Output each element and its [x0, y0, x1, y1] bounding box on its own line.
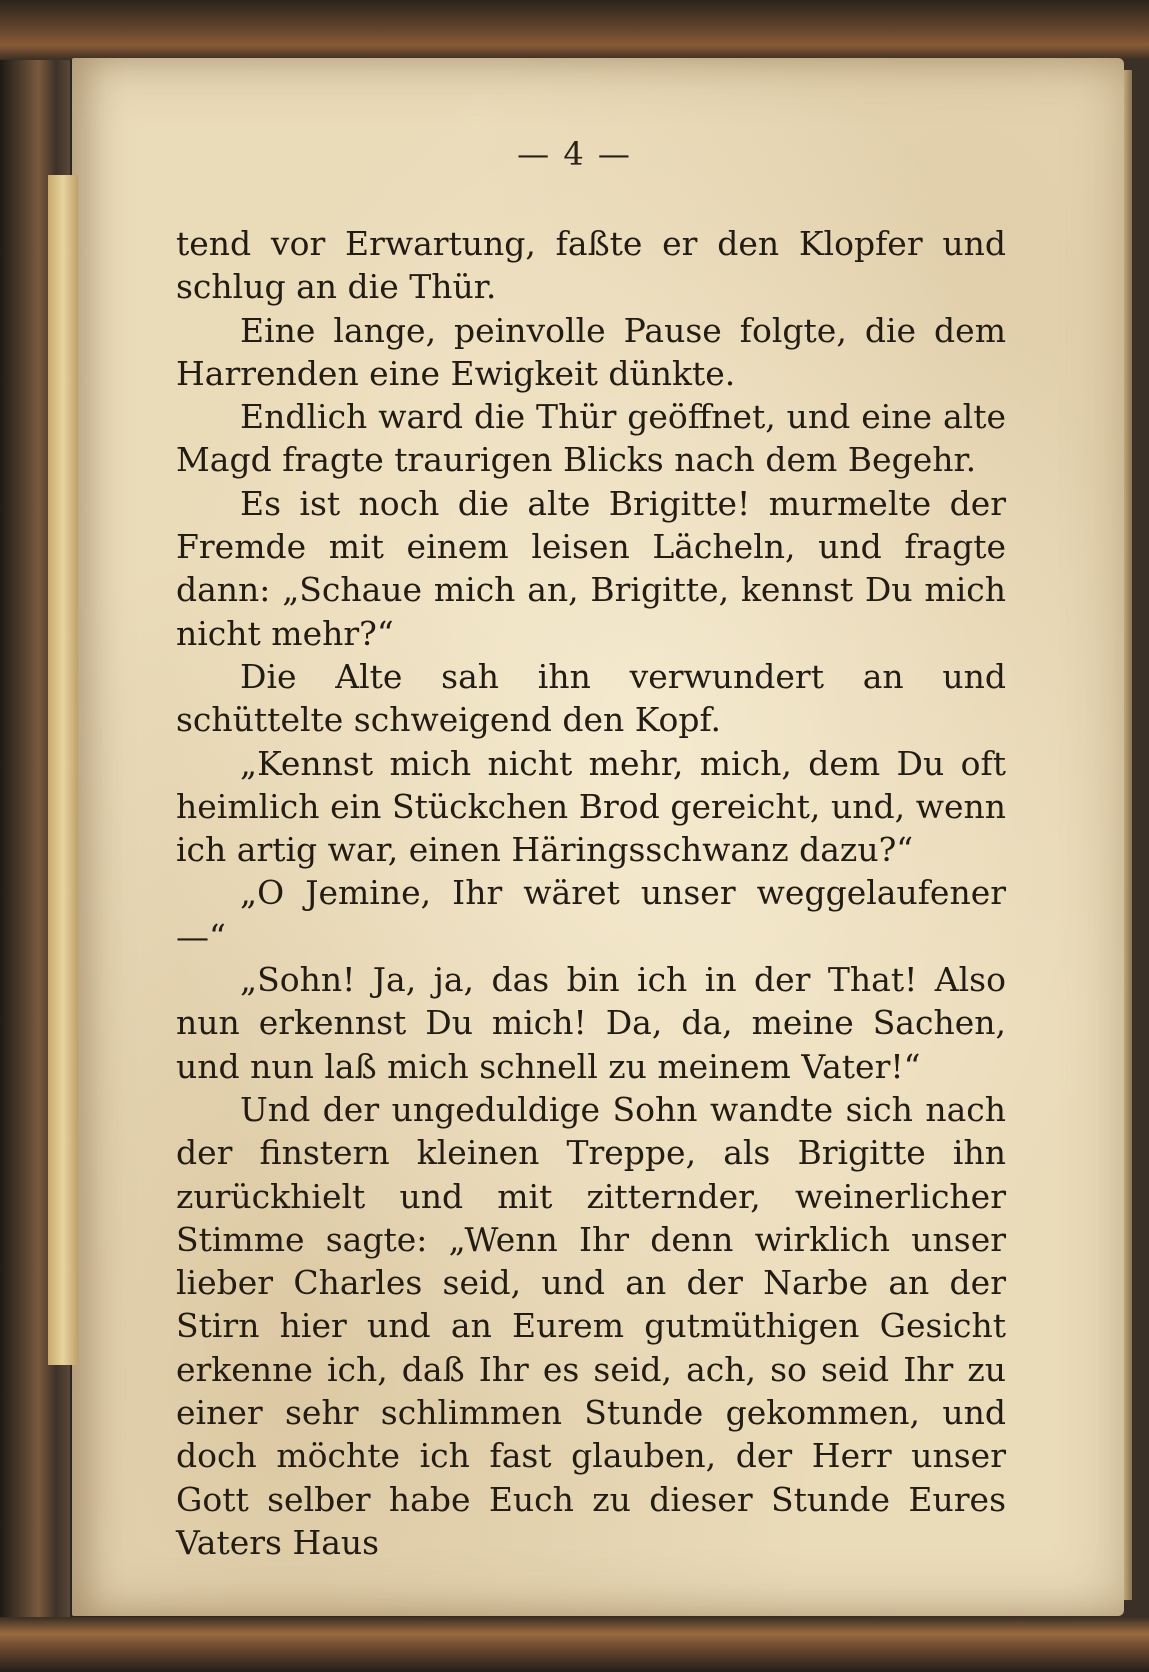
paragraph: Es ist noch die alte Brigitte! murmelte der Fremde mit einem leisen Lächeln, und fragte dann: „Schaue mich an, Brigitte, kennst Du mich nicht mehr?“ [176, 483, 1006, 653]
paragraph: „O Jemine, Ihr wäret unser weggelaufener —“ [176, 873, 1006, 956]
paragraph: „Sohn! Ja, ja, das bin ich in der That! Also nun erkennst Du mich! Da, da, meine Sachen, und nun laß mich schnell zu meinem Vater!“ [176, 960, 1006, 1086]
page-number: — 4 — [517, 135, 632, 173]
paragraph: „Kennst mich nicht mehr, mich, dem Du oft heimlich ein Stückchen Brod gereicht, und, wenn ich artig war, einen Häringsschwanz dazu?“ [176, 743, 1006, 870]
paragraph: tend vor Erwartung, faßte er den Klopfer und schlug an die Thür. [176, 224, 1006, 307]
body-text [176, 222, 1006, 1564]
page-fore-edge-strip [48, 175, 78, 1365]
paragraph: Und der ungeduldige Sohn wandte sich nach der finstern kleinen Treppe, als Brigitte ihn zurückhielt und mit zitternder, weinerlicher Stimme sagte: „Wenn Ihr denn wirklich unser lieber Charles seid, und an der Narbe an der Stirn hier und an Eurem gutmüthigen Gesicht erkenne ich, daß Ihr es seid, ach, so seid Ihr zu einer sehr schlimmen Stunde gekommen, und doch möchte ich fast glauben, der Herr unser Gott selber habe Euch zu dieser Stunde Eures Vaters Haus [176, 1089, 1006, 1562]
paragraph: Eine lange, peinvolle Pause folgte, die dem Harrenden eine Ewigkeit dünkte. [176, 310, 1006, 393]
paragraph: Die Alte sah ihn verwundert an und schüttelte schweigend den Kopf. [176, 656, 1006, 740]
cover-edge-top [0, 0, 1149, 60]
paragraph: Endlich ward die Thür geöffnet, und eine alte Magd fragte traurigen Blicks nach dem Begehr. [176, 397, 1006, 480]
cover-edge-bottom [0, 1617, 1149, 1672]
